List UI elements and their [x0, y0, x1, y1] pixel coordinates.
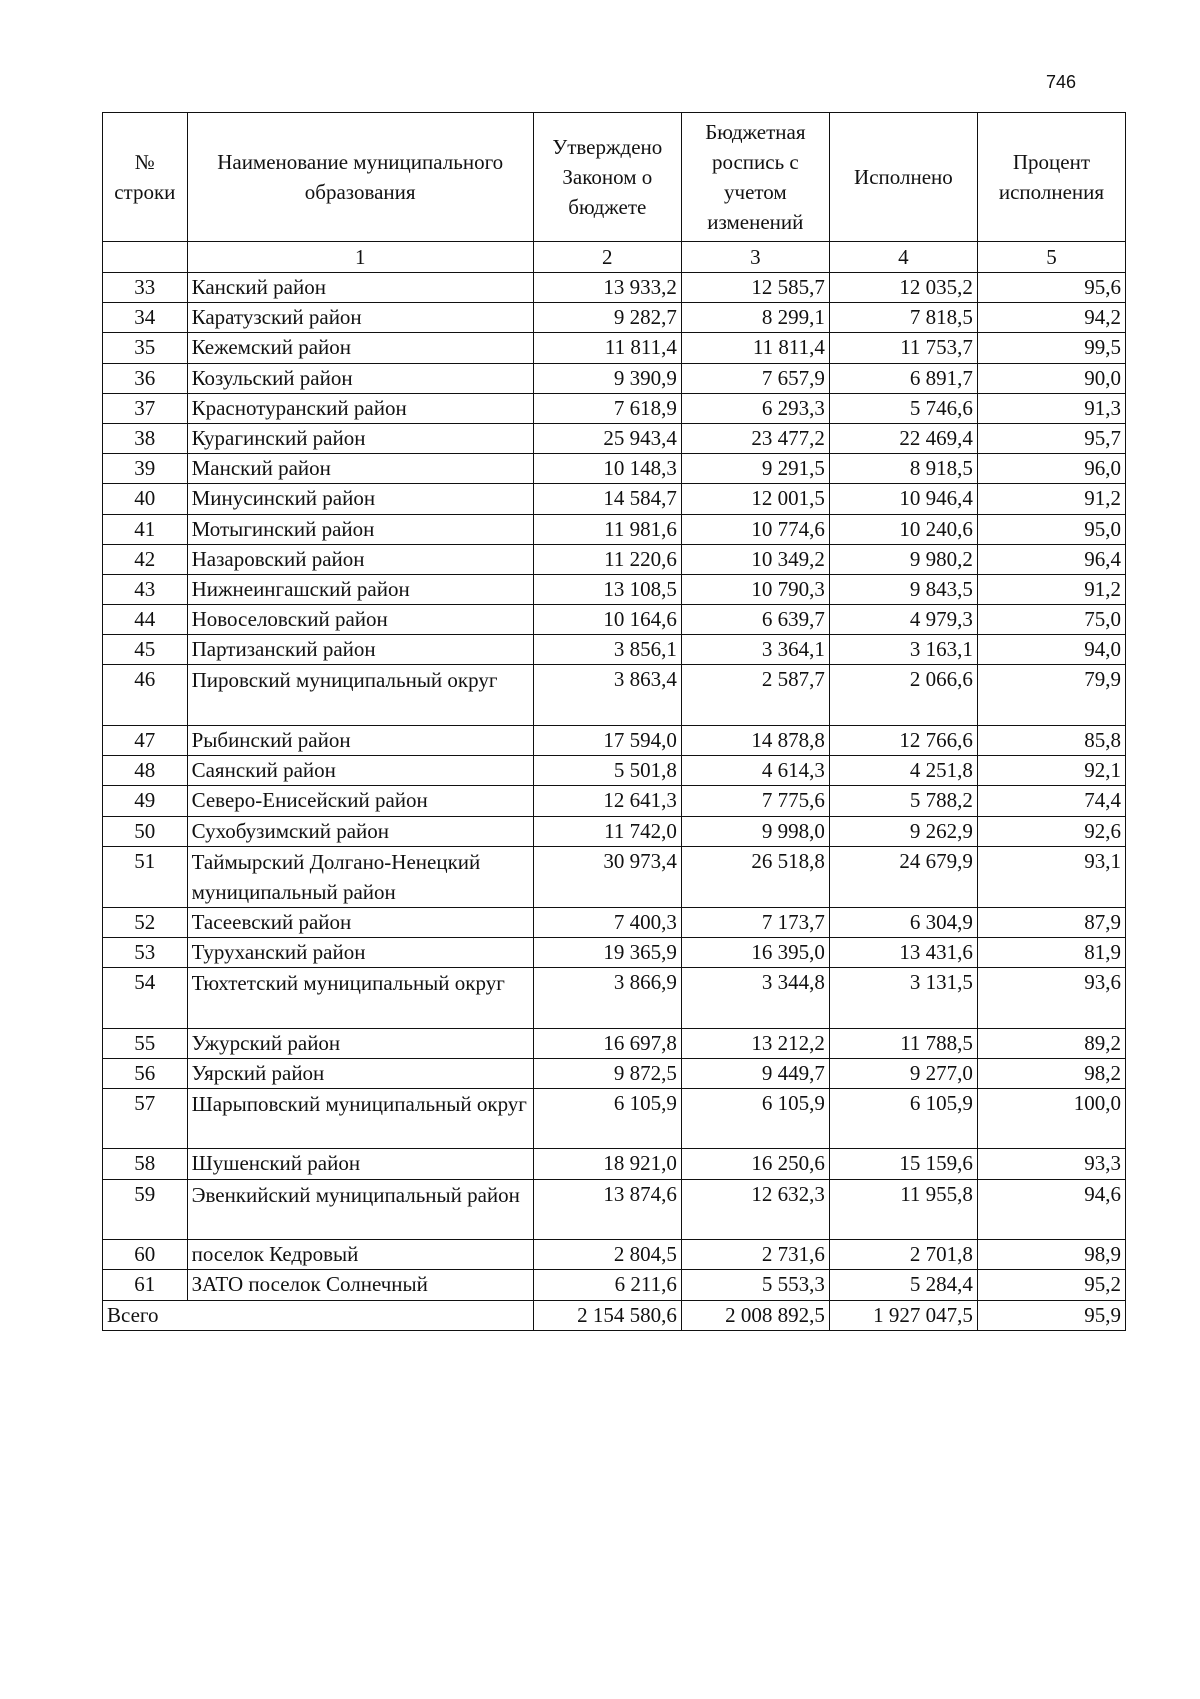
- percent-cell: 75,0: [977, 605, 1125, 635]
- municipality-name-cell: Краснотуранский район: [187, 393, 533, 423]
- percent-cell: 95,6: [977, 273, 1125, 303]
- table-row: [103, 786, 1126, 816]
- column-number: 5: [977, 242, 1125, 273]
- header-row-number: № строки: [103, 113, 188, 242]
- executed-cell: 5 746,6: [829, 393, 977, 423]
- row-number-cell: 52: [103, 907, 188, 937]
- percent-cell: 95,0: [977, 514, 1125, 544]
- municipality-name-cell: Минусинский район: [187, 484, 533, 514]
- row-number-cell: 51: [103, 846, 188, 907]
- table-row: [103, 907, 1126, 937]
- executed-cell: 11 788,5: [829, 1028, 977, 1058]
- row-number-cell: 56: [103, 1058, 188, 1088]
- total-percent: 95,9: [977, 1300, 1125, 1330]
- table-row: [103, 393, 1126, 423]
- row-number-cell: 43: [103, 574, 188, 604]
- row-number-cell: 40: [103, 484, 188, 514]
- municipality-name-cell: Каратузский район: [187, 303, 533, 333]
- column-number-row: [103, 242, 1126, 273]
- table-row: [103, 968, 1126, 1029]
- executed-cell: 11 955,8: [829, 1179, 977, 1240]
- table-row: [103, 635, 1126, 665]
- executed-cell: 6 891,7: [829, 363, 977, 393]
- executed-cell: 9 277,0: [829, 1058, 977, 1088]
- budget-list-cell: 10 790,3: [681, 574, 829, 604]
- percent-cell: 100,0: [977, 1088, 1125, 1149]
- approved-cell: 13 874,6: [533, 1179, 681, 1240]
- budget-list-cell: 16 395,0: [681, 937, 829, 967]
- percent-cell: 79,9: [977, 665, 1125, 726]
- executed-cell: 24 679,9: [829, 846, 977, 907]
- percent-cell: 95,2: [977, 1270, 1125, 1300]
- total-approved: 2 154 580,6: [533, 1300, 681, 1330]
- approved-cell: 13 933,2: [533, 273, 681, 303]
- percent-cell: 91,2: [977, 484, 1125, 514]
- table-row: [103, 454, 1126, 484]
- header-percent: Процент исполнения: [977, 113, 1125, 242]
- approved-cell: 30 973,4: [533, 846, 681, 907]
- approved-cell: 11 742,0: [533, 816, 681, 846]
- table-row: [103, 1058, 1126, 1088]
- executed-cell: 12 766,6: [829, 725, 977, 755]
- municipality-name-cell: Назаровский район: [187, 544, 533, 574]
- percent-cell: 87,9: [977, 907, 1125, 937]
- percent-cell: 91,2: [977, 574, 1125, 604]
- table-row: [103, 363, 1126, 393]
- table-row: [103, 1270, 1126, 1300]
- budget-list-cell: 10 349,2: [681, 544, 829, 574]
- approved-cell: 7 400,3: [533, 907, 681, 937]
- percent-cell: 92,6: [977, 816, 1125, 846]
- approved-cell: 25 943,4: [533, 423, 681, 453]
- row-number-cell: 58: [103, 1149, 188, 1179]
- municipality-name-cell: Ужурский район: [187, 1028, 533, 1058]
- executed-cell: 5 284,4: [829, 1270, 977, 1300]
- executed-cell: 22 469,4: [829, 423, 977, 453]
- approved-cell: 11 981,6: [533, 514, 681, 544]
- percent-cell: 96,0: [977, 454, 1125, 484]
- budget-list-cell: 2 731,6: [681, 1240, 829, 1270]
- approved-cell: 14 584,7: [533, 484, 681, 514]
- table-row: [103, 605, 1126, 635]
- budget-list-cell: 11 811,4: [681, 333, 829, 363]
- percent-cell: 99,5: [977, 333, 1125, 363]
- budget-list-cell: 5 553,3: [681, 1270, 829, 1300]
- budget-list-cell: 23 477,2: [681, 423, 829, 453]
- row-number-cell: 48: [103, 756, 188, 786]
- budget-list-cell: 7 657,9: [681, 363, 829, 393]
- table-row: [103, 1149, 1126, 1179]
- budget-list-cell: 13 212,2: [681, 1028, 829, 1058]
- percent-cell: 89,2: [977, 1028, 1125, 1058]
- municipality-name-cell: Козульский район: [187, 363, 533, 393]
- header-row: [103, 113, 1126, 242]
- percent-cell: 98,9: [977, 1240, 1125, 1270]
- row-number-cell: 55: [103, 1028, 188, 1058]
- approved-cell: 10 148,3: [533, 454, 681, 484]
- row-number-cell: 36: [103, 363, 188, 393]
- budget-list-cell: 10 774,6: [681, 514, 829, 544]
- table-row: [103, 1240, 1126, 1270]
- municipality-name-cell: Нижнеингашский район: [187, 574, 533, 604]
- table-row: [103, 574, 1126, 604]
- percent-cell: 91,3: [977, 393, 1125, 423]
- executed-cell: 6 105,9: [829, 1088, 977, 1149]
- executed-cell: 7 818,5: [829, 303, 977, 333]
- table-row: [103, 1088, 1126, 1149]
- municipality-name-cell: Шарыповский муниципальный округ: [187, 1088, 533, 1149]
- executed-cell: 2 066,6: [829, 665, 977, 726]
- municipality-name-cell: Манский район: [187, 454, 533, 484]
- budget-list-cell: 7 775,6: [681, 786, 829, 816]
- table-row: [103, 423, 1126, 453]
- budget-list-cell: 8 299,1: [681, 303, 829, 333]
- row-number-cell: 33: [103, 273, 188, 303]
- percent-cell: 94,6: [977, 1179, 1125, 1240]
- approved-cell: 16 697,8: [533, 1028, 681, 1058]
- row-number-cell: 39: [103, 454, 188, 484]
- table-row: [103, 725, 1126, 755]
- table-row: [103, 484, 1126, 514]
- budget-list-cell: 4 614,3: [681, 756, 829, 786]
- approved-cell: 11 811,4: [533, 333, 681, 363]
- row-number-cell: 35: [103, 333, 188, 363]
- table-row: [103, 756, 1126, 786]
- table-row: [103, 1028, 1126, 1058]
- percent-cell: 94,0: [977, 635, 1125, 665]
- row-number-cell: 34: [103, 303, 188, 333]
- row-number-cell: 47: [103, 725, 188, 755]
- row-number-cell: 61: [103, 1270, 188, 1300]
- budget-list-cell: 26 518,8: [681, 846, 829, 907]
- row-number-cell: 46: [103, 665, 188, 726]
- executed-cell: 3 131,5: [829, 968, 977, 1029]
- approved-cell: 3 863,4: [533, 665, 681, 726]
- approved-cell: 10 164,6: [533, 605, 681, 635]
- budget-list-cell: 12 001,5: [681, 484, 829, 514]
- row-number-cell: 54: [103, 968, 188, 1029]
- budget-list-cell: 6 639,7: [681, 605, 829, 635]
- column-number: 2: [533, 242, 681, 273]
- table-body: [103, 273, 1126, 1301]
- budget-list-cell: 6 105,9: [681, 1088, 829, 1149]
- column-number: 4: [829, 242, 977, 273]
- table-row: [103, 846, 1126, 907]
- approved-cell: 9 282,7: [533, 303, 681, 333]
- executed-cell: 8 918,5: [829, 454, 977, 484]
- budget-execution-table: [102, 112, 1126, 1331]
- executed-cell: 13 431,6: [829, 937, 977, 967]
- percent-cell: 93,3: [977, 1149, 1125, 1179]
- municipality-name-cell: Кежемский район: [187, 333, 533, 363]
- budget-list-cell: 16 250,6: [681, 1149, 829, 1179]
- row-number-cell: 37: [103, 393, 188, 423]
- row-number-cell: 41: [103, 514, 188, 544]
- percent-cell: 98,2: [977, 1058, 1125, 1088]
- table-row: [103, 816, 1126, 846]
- executed-cell: 2 701,8: [829, 1240, 977, 1270]
- row-number-cell: 50: [103, 816, 188, 846]
- municipality-name-cell: Канский район: [187, 273, 533, 303]
- row-number-cell: 45: [103, 635, 188, 665]
- executed-cell: 15 159,6: [829, 1149, 977, 1179]
- column-number-blank: [103, 242, 188, 273]
- total-row: [103, 1300, 1126, 1330]
- row-number-cell: 59: [103, 1179, 188, 1240]
- approved-cell: 5 501,8: [533, 756, 681, 786]
- table-row: [103, 333, 1126, 363]
- percent-cell: 92,1: [977, 756, 1125, 786]
- percent-cell: 96,4: [977, 544, 1125, 574]
- municipality-name-cell: Рыбинский район: [187, 725, 533, 755]
- table-row: [103, 665, 1126, 726]
- approved-cell: 18 921,0: [533, 1149, 681, 1179]
- municipality-name-cell: ЗАТО поселок Солнечный: [187, 1270, 533, 1300]
- approved-cell: 9 390,9: [533, 363, 681, 393]
- row-number-cell: 53: [103, 937, 188, 967]
- header-approved: Утверждено Законом о бюджете: [533, 113, 681, 242]
- percent-cell: 85,8: [977, 725, 1125, 755]
- executed-cell: 12 035,2: [829, 273, 977, 303]
- budget-list-cell: 9 449,7: [681, 1058, 829, 1088]
- executed-cell: 11 753,7: [829, 333, 977, 363]
- approved-cell: 9 872,5: [533, 1058, 681, 1088]
- executed-cell: 4 979,3: [829, 605, 977, 635]
- table-row: [103, 544, 1126, 574]
- budget-list-cell: 2 587,7: [681, 665, 829, 726]
- table-row: [103, 1179, 1126, 1240]
- header-municipality-name: Наименование муниципального образования: [187, 113, 533, 242]
- executed-cell: 10 946,4: [829, 484, 977, 514]
- table-row: [103, 303, 1126, 333]
- executed-cell: 3 163,1: [829, 635, 977, 665]
- total-executed: 1 927 047,5: [829, 1300, 977, 1330]
- municipality-name-cell: Северо-Енисейский район: [187, 786, 533, 816]
- percent-cell: 94,2: [977, 303, 1125, 333]
- approved-cell: 12 641,3: [533, 786, 681, 816]
- budget-list-cell: 6 293,3: [681, 393, 829, 423]
- municipality-name-cell: Тасеевский район: [187, 907, 533, 937]
- approved-cell: 13 108,5: [533, 574, 681, 604]
- percent-cell: 93,1: [977, 846, 1125, 907]
- municipality-name-cell: Шушенский район: [187, 1149, 533, 1179]
- municipality-name-cell: Мотыгинский район: [187, 514, 533, 544]
- percent-cell: 74,4: [977, 786, 1125, 816]
- table-row: [103, 273, 1126, 303]
- budget-list-cell: 14 878,8: [681, 725, 829, 755]
- budget-list-cell: 3 344,8: [681, 968, 829, 1029]
- approved-cell: 2 804,5: [533, 1240, 681, 1270]
- row-number-cell: 57: [103, 1088, 188, 1149]
- municipality-name-cell: поселок Кедровый: [187, 1240, 533, 1270]
- executed-cell: 10 240,6: [829, 514, 977, 544]
- executed-cell: 9 980,2: [829, 544, 977, 574]
- percent-cell: 81,9: [977, 937, 1125, 967]
- municipality-name-cell: Эвенкийский муниципальный район: [187, 1179, 533, 1240]
- budget-list-cell: 9 998,0: [681, 816, 829, 846]
- municipality-name-cell: Новоселовский район: [187, 605, 533, 635]
- budget-list-cell: 9 291,5: [681, 454, 829, 484]
- header-budget-list: Бюджетная роспись с учетом изменений: [681, 113, 829, 242]
- municipality-name-cell: Курагинский район: [187, 423, 533, 453]
- budget-list-cell: 12 585,7: [681, 273, 829, 303]
- municipality-name-cell: Тюхтетский муниципальный округ: [187, 968, 533, 1029]
- row-number-cell: 60: [103, 1240, 188, 1270]
- executed-cell: 9 262,9: [829, 816, 977, 846]
- total-budget: 2 008 892,5: [681, 1300, 829, 1330]
- municipality-name-cell: Саянский район: [187, 756, 533, 786]
- executed-cell: 5 788,2: [829, 786, 977, 816]
- municipality-name-cell: Сухобузимский район: [187, 816, 533, 846]
- budget-list-cell: 12 632,3: [681, 1179, 829, 1240]
- budget-list-cell: 3 364,1: [681, 635, 829, 665]
- budget-list-cell: 7 173,7: [681, 907, 829, 937]
- municipality-name-cell: Уярский район: [187, 1058, 533, 1088]
- approved-cell: 19 365,9: [533, 937, 681, 967]
- table-row: [103, 937, 1126, 967]
- column-number: 3: [681, 242, 829, 273]
- row-number-cell: 44: [103, 605, 188, 635]
- approved-cell: 3 856,1: [533, 635, 681, 665]
- percent-cell: 93,6: [977, 968, 1125, 1029]
- approved-cell: 7 618,9: [533, 393, 681, 423]
- executed-cell: 6 304,9: [829, 907, 977, 937]
- percent-cell: 95,7: [977, 423, 1125, 453]
- municipality-name-cell: Партизанский район: [187, 635, 533, 665]
- approved-cell: 3 866,9: [533, 968, 681, 1029]
- table-row: [103, 514, 1126, 544]
- column-number: 1: [187, 242, 533, 273]
- row-number-cell: 38: [103, 423, 188, 453]
- page-number: 746: [1046, 72, 1077, 92]
- row-number-cell: 42: [103, 544, 188, 574]
- approved-cell: 6 105,9: [533, 1088, 681, 1149]
- row-number-cell: 49: [103, 786, 188, 816]
- municipality-name-cell: Таймырский Долгано-Ненецкий муниципальный район: [187, 846, 533, 907]
- executed-cell: 4 251,8: [829, 756, 977, 786]
- approved-cell: 17 594,0: [533, 725, 681, 755]
- percent-cell: 90,0: [977, 363, 1125, 393]
- executed-cell: 9 843,5: [829, 574, 977, 604]
- total-label: Всего: [103, 1300, 534, 1330]
- header-executed: Исполнено: [829, 113, 977, 242]
- approved-cell: 11 220,6: [533, 544, 681, 574]
- municipality-name-cell: Туруханский район: [187, 937, 533, 967]
- municipality-name-cell: Пировский муниципальный округ: [187, 665, 533, 726]
- approved-cell: 6 211,6: [533, 1270, 681, 1300]
